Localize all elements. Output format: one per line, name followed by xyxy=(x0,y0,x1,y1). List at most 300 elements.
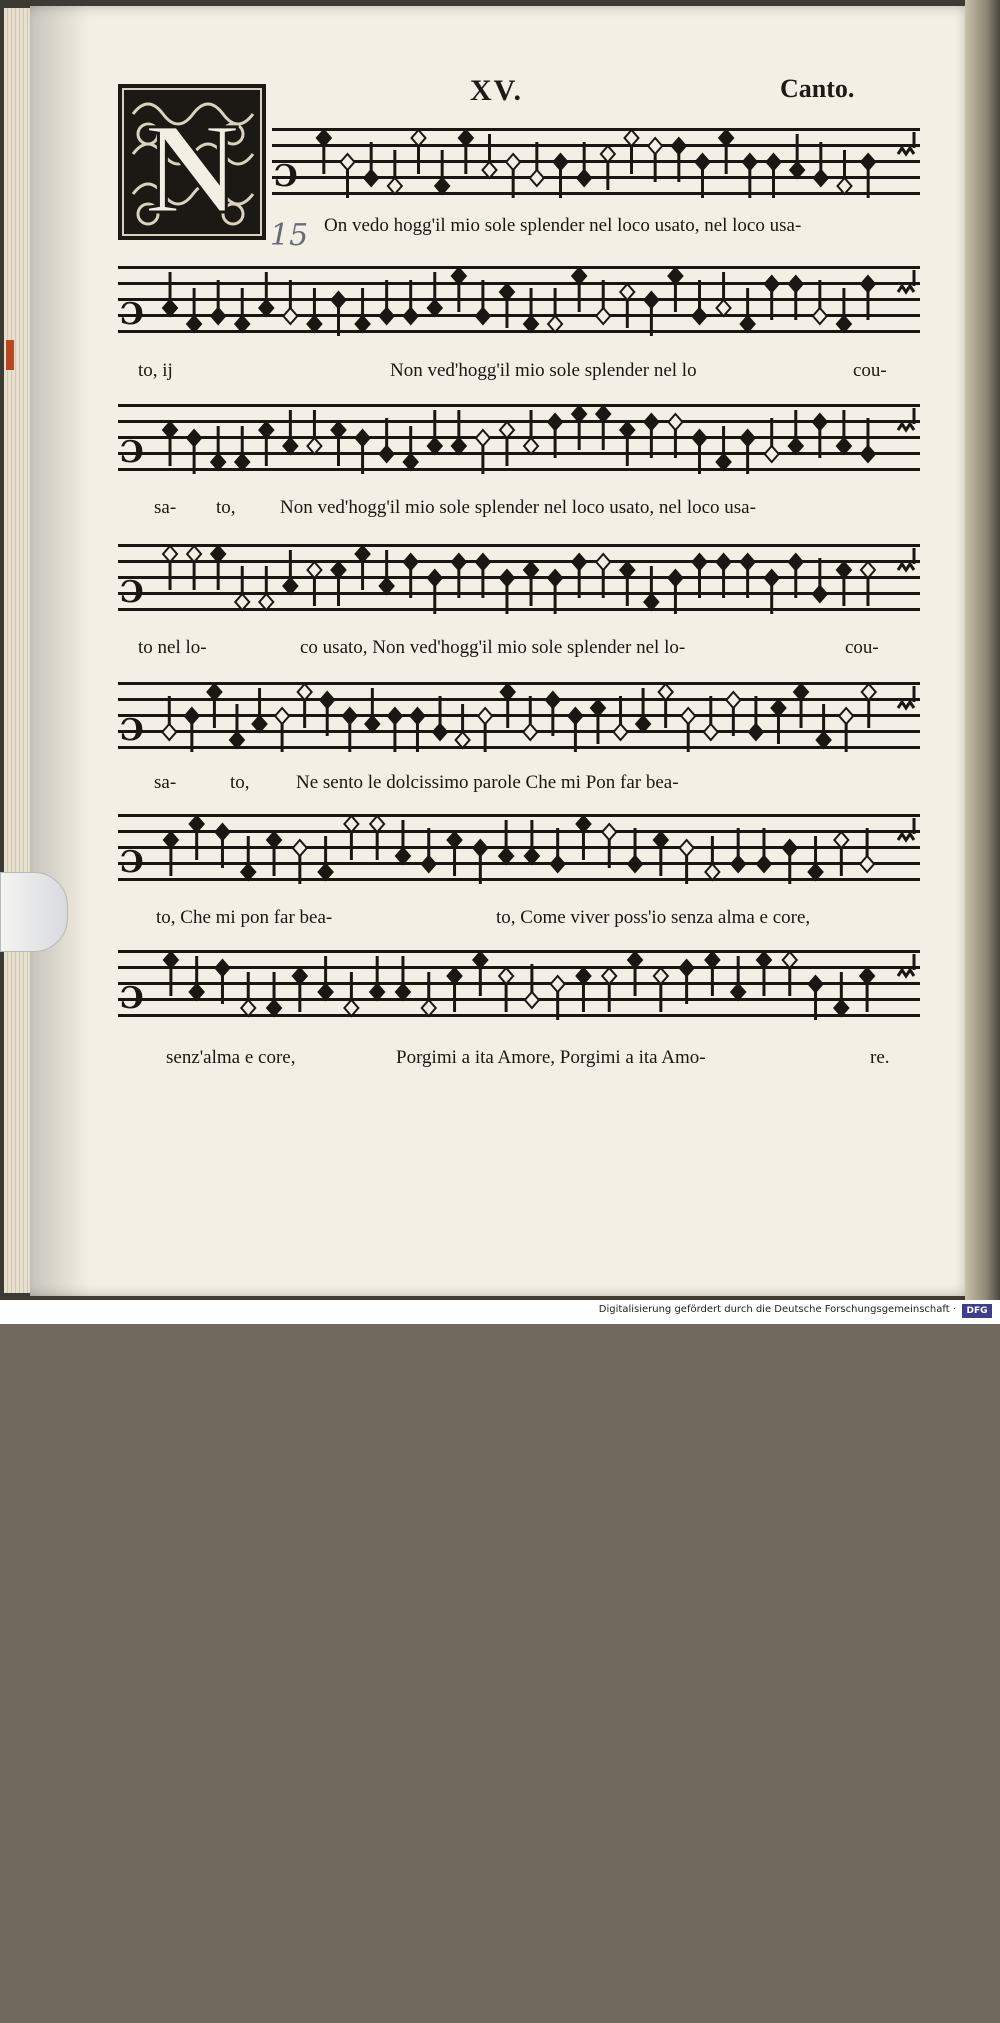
lyric-text: re. xyxy=(870,1047,890,1068)
note-head xyxy=(307,316,321,332)
note-head xyxy=(317,130,331,146)
note xyxy=(834,972,848,1016)
note-head xyxy=(743,154,757,170)
note-head xyxy=(693,430,707,446)
lyric-text: Non ved'hogg'il mio sole splender nel lo xyxy=(390,360,697,381)
note-head xyxy=(659,684,673,700)
note-head xyxy=(767,154,781,170)
note xyxy=(267,972,281,1016)
note-head xyxy=(433,724,447,740)
lyric-text: Ne sento le dolcissimo parole Che mi Pon far bea- xyxy=(296,772,679,793)
note-head xyxy=(428,300,442,316)
custos xyxy=(898,270,914,292)
gutter-shadow xyxy=(30,6,90,1296)
note-head xyxy=(783,952,797,968)
note-head xyxy=(483,162,497,178)
note xyxy=(576,816,590,860)
handwritten-annotation: 15 xyxy=(270,218,309,253)
note-head xyxy=(719,130,733,146)
note-head xyxy=(765,276,779,292)
staff xyxy=(118,678,920,758)
note-head xyxy=(789,438,803,454)
clef-glyph: Ɔ xyxy=(120,575,144,610)
note xyxy=(380,418,394,462)
note-head xyxy=(741,554,755,570)
note-head xyxy=(861,562,875,578)
clef-glyph: Ɔ xyxy=(120,981,144,1016)
note-head xyxy=(602,968,616,984)
staff-line xyxy=(118,878,920,881)
note-head xyxy=(548,316,562,332)
note-head xyxy=(259,594,273,610)
lyric-text: to nel lo- xyxy=(138,637,207,658)
note-head xyxy=(190,984,204,1000)
note-head xyxy=(185,708,199,724)
note-head xyxy=(452,438,466,454)
note xyxy=(190,816,204,860)
note-head xyxy=(428,438,442,454)
note xyxy=(267,832,281,876)
note xyxy=(693,280,707,324)
note xyxy=(790,134,804,178)
note-head xyxy=(456,732,470,748)
note xyxy=(370,956,384,1000)
note xyxy=(862,684,876,728)
note-head xyxy=(861,446,875,462)
note-head xyxy=(783,840,797,856)
note-head xyxy=(412,130,426,146)
note xyxy=(370,816,384,860)
note-head xyxy=(259,300,273,316)
note-head xyxy=(644,594,658,610)
footer-bar xyxy=(0,1300,1000,1324)
note-head xyxy=(654,832,668,848)
note-head xyxy=(364,170,378,186)
note xyxy=(307,562,321,606)
note xyxy=(601,146,615,190)
note-head xyxy=(672,138,686,154)
note-head xyxy=(809,976,823,992)
note xyxy=(523,696,537,740)
note-head xyxy=(731,984,745,1000)
note-head xyxy=(452,554,466,570)
note-head xyxy=(576,968,590,984)
note-head xyxy=(428,570,442,586)
note-head xyxy=(410,708,424,724)
clef-glyph: Ɔ xyxy=(120,297,144,332)
note-head xyxy=(771,700,785,716)
custos xyxy=(898,818,914,840)
note-head xyxy=(501,684,515,700)
note xyxy=(644,566,658,610)
note-head xyxy=(705,864,719,880)
note xyxy=(404,280,418,324)
note-head xyxy=(596,554,610,570)
note xyxy=(705,952,719,996)
note xyxy=(253,688,267,732)
note-head xyxy=(267,1000,281,1016)
note-head xyxy=(283,438,297,454)
staff-line xyxy=(118,266,920,269)
note-head xyxy=(789,276,803,292)
note xyxy=(332,422,346,466)
note-head xyxy=(235,454,249,470)
note-head xyxy=(814,170,828,186)
staff-line xyxy=(118,950,920,953)
note-head xyxy=(275,708,289,724)
note xyxy=(591,700,605,744)
note-head xyxy=(696,154,710,170)
note-head xyxy=(644,292,658,308)
note-head xyxy=(596,406,610,422)
note-head xyxy=(813,414,827,430)
note-head xyxy=(860,968,874,984)
staff-line xyxy=(118,314,920,317)
note xyxy=(500,422,514,466)
note-head xyxy=(704,724,718,740)
note-head xyxy=(478,708,492,724)
note xyxy=(448,832,462,876)
note-head xyxy=(636,716,650,732)
note-head xyxy=(596,308,610,324)
note-head xyxy=(211,454,225,470)
note xyxy=(364,142,378,186)
note-head xyxy=(459,130,473,146)
note xyxy=(211,426,225,470)
note-head xyxy=(862,684,876,700)
note-head xyxy=(717,454,731,470)
note-head xyxy=(506,154,520,170)
note-head xyxy=(834,1000,848,1016)
note xyxy=(524,288,538,332)
note-head xyxy=(602,824,616,840)
note-head xyxy=(380,308,394,324)
note xyxy=(380,550,394,594)
staff-line xyxy=(118,1014,920,1017)
note-head xyxy=(572,268,586,284)
note xyxy=(307,410,321,454)
note xyxy=(717,426,731,470)
note-head xyxy=(307,438,321,454)
note xyxy=(813,558,827,602)
lyric-text: co usato, Non ved'hogg'il mio sole splender nel lo- xyxy=(300,637,686,658)
note-head xyxy=(448,832,462,848)
note xyxy=(731,956,745,1000)
note xyxy=(319,836,333,880)
note xyxy=(809,836,823,880)
note xyxy=(620,562,634,606)
initial-letter: N xyxy=(145,97,239,240)
note-head xyxy=(681,708,695,724)
note-head xyxy=(235,316,249,332)
note-head xyxy=(837,316,851,332)
note xyxy=(207,684,221,728)
note xyxy=(319,956,333,1000)
staff-line xyxy=(118,862,920,865)
note-head xyxy=(241,864,255,880)
staff-line xyxy=(118,452,920,455)
note-head xyxy=(500,570,514,586)
note xyxy=(749,696,763,740)
lyric-text: to, xyxy=(216,497,236,518)
note xyxy=(422,972,436,1016)
note-head xyxy=(572,406,586,422)
note xyxy=(837,562,851,606)
note-head xyxy=(370,984,384,1000)
note-head xyxy=(620,284,634,300)
note xyxy=(332,562,346,606)
note xyxy=(789,410,803,454)
note xyxy=(162,696,176,740)
note-head xyxy=(680,960,694,976)
note xyxy=(307,288,321,332)
note-head xyxy=(388,708,402,724)
note xyxy=(771,700,785,744)
staff-line xyxy=(118,608,920,611)
note xyxy=(814,142,828,186)
note-head xyxy=(837,562,851,578)
note-head xyxy=(332,422,346,438)
note-head xyxy=(693,554,707,570)
note-head xyxy=(283,578,297,594)
note-head xyxy=(668,268,682,284)
note-head xyxy=(356,316,370,332)
note-head xyxy=(525,992,539,1008)
note xyxy=(620,284,634,328)
note-head xyxy=(499,848,513,864)
custos xyxy=(898,548,914,570)
note-head xyxy=(163,546,177,562)
staff-line xyxy=(272,160,920,163)
lyric-text: cou- xyxy=(853,360,887,381)
note-head xyxy=(813,308,827,324)
note xyxy=(452,268,466,312)
note xyxy=(596,280,610,324)
note-head xyxy=(422,1000,436,1016)
note xyxy=(433,696,447,740)
note-head xyxy=(838,178,852,194)
note xyxy=(164,832,178,876)
clef-glyph: Ɔ xyxy=(274,159,298,194)
lyric-text: sa- xyxy=(154,772,177,793)
staff-line xyxy=(118,982,920,985)
note xyxy=(211,546,225,590)
page-number: XV. xyxy=(470,74,523,107)
note xyxy=(163,422,177,466)
clef-glyph: Ɔ xyxy=(120,845,144,880)
note-head xyxy=(404,308,418,324)
note xyxy=(596,406,610,450)
note xyxy=(837,410,851,454)
lyric-text: to, ij xyxy=(138,360,173,381)
note-head xyxy=(757,856,771,872)
note xyxy=(380,280,394,324)
note xyxy=(259,422,273,466)
staff xyxy=(118,262,920,342)
staff-line xyxy=(118,814,920,817)
note xyxy=(654,968,668,1012)
note-head xyxy=(523,724,537,740)
note-head xyxy=(356,546,370,562)
staff-line xyxy=(118,404,920,407)
note-head xyxy=(298,684,312,700)
note-head xyxy=(320,692,334,708)
note-head xyxy=(644,414,658,430)
note-head xyxy=(705,952,719,968)
note-head xyxy=(551,976,565,992)
note xyxy=(259,272,273,316)
note xyxy=(356,288,370,332)
note xyxy=(628,828,642,872)
note-head xyxy=(230,732,244,748)
note-head xyxy=(576,816,590,832)
note-head xyxy=(628,856,642,872)
note-head xyxy=(380,578,394,594)
note xyxy=(211,280,225,324)
note xyxy=(548,288,562,332)
note xyxy=(365,688,379,732)
note xyxy=(817,704,831,748)
note-head xyxy=(620,562,634,578)
staff-line xyxy=(118,998,920,1001)
note-head xyxy=(548,570,562,586)
note-head xyxy=(731,856,745,872)
note-head xyxy=(668,414,682,430)
note xyxy=(459,130,473,174)
note xyxy=(317,130,331,174)
note-head xyxy=(341,154,355,170)
dfg-logo: DFG xyxy=(962,1304,992,1318)
note xyxy=(344,816,358,860)
note xyxy=(861,418,875,462)
note xyxy=(428,272,442,316)
note xyxy=(614,696,628,740)
note-head xyxy=(319,984,333,1000)
custos xyxy=(898,686,914,708)
note-head xyxy=(809,864,823,880)
note xyxy=(298,684,312,728)
note-head xyxy=(435,178,449,194)
note xyxy=(187,288,201,332)
staff xyxy=(118,810,920,890)
staff-line xyxy=(118,436,920,439)
note-head xyxy=(789,554,803,570)
note-head xyxy=(500,422,514,438)
note-head xyxy=(187,546,201,562)
staff xyxy=(272,124,920,204)
custos xyxy=(898,408,914,430)
note-head xyxy=(726,692,740,708)
note xyxy=(572,406,586,450)
note-head xyxy=(476,554,490,570)
note-head xyxy=(215,960,229,976)
note-head xyxy=(524,562,538,578)
note-head xyxy=(628,952,642,968)
note-head xyxy=(396,984,410,1000)
note xyxy=(757,952,771,996)
note-head xyxy=(343,708,357,724)
note-head xyxy=(241,1000,255,1016)
note xyxy=(187,546,201,590)
note xyxy=(396,820,410,864)
note-head xyxy=(187,430,201,446)
note xyxy=(572,268,586,312)
note xyxy=(628,952,642,996)
note-head xyxy=(813,586,827,602)
custos xyxy=(898,954,914,976)
note-head xyxy=(422,856,436,872)
note-head xyxy=(293,968,307,984)
note-head xyxy=(404,454,418,470)
staff xyxy=(118,540,920,620)
note-head xyxy=(500,284,514,300)
note xyxy=(704,696,718,740)
voice-part-label: Canto. xyxy=(780,74,855,103)
note-head xyxy=(211,546,225,562)
note xyxy=(235,288,249,332)
note-head xyxy=(307,562,321,578)
note xyxy=(731,828,745,872)
note xyxy=(283,550,297,594)
lyric-text: Porgimi a ita Amore, Porgimi a ita Amo- xyxy=(396,1047,706,1068)
staff-line xyxy=(272,144,920,147)
note xyxy=(705,836,719,880)
note xyxy=(602,968,616,1012)
note xyxy=(668,268,682,312)
note-head xyxy=(790,162,804,178)
note-head xyxy=(837,438,851,454)
staff-line xyxy=(118,592,920,595)
note-head xyxy=(253,716,267,732)
note-head xyxy=(741,316,755,332)
note xyxy=(625,130,639,174)
note xyxy=(783,952,797,996)
note-head xyxy=(572,554,586,570)
note xyxy=(834,832,848,876)
staff-line xyxy=(118,468,920,471)
note xyxy=(860,828,874,872)
note-head xyxy=(546,692,560,708)
note-head xyxy=(476,308,490,324)
note-head xyxy=(530,170,544,186)
note-head xyxy=(332,562,346,578)
note xyxy=(861,562,875,606)
note-head xyxy=(765,570,779,586)
note-head xyxy=(211,308,225,324)
note xyxy=(765,418,779,462)
funding-credit: Digitalisierung gefördert durch die Deutsche Forschungsgemeinschaft · xyxy=(598,1304,956,1315)
note-head xyxy=(693,308,707,324)
staff-line xyxy=(118,330,920,333)
lyric-text: to, Come viver poss'io senza alma e core, xyxy=(496,907,811,928)
note-head xyxy=(551,856,565,872)
note xyxy=(388,150,402,194)
note-head xyxy=(293,840,307,856)
note xyxy=(551,828,565,872)
note xyxy=(428,410,442,454)
note-head xyxy=(524,316,538,332)
bookmark-tab xyxy=(6,340,14,370)
page-clip xyxy=(0,872,68,952)
staff-line xyxy=(118,966,920,969)
note-head xyxy=(380,446,394,462)
note-head xyxy=(654,968,668,984)
note-head xyxy=(332,292,346,308)
note xyxy=(230,704,244,748)
note xyxy=(163,546,177,590)
note xyxy=(837,288,851,332)
note-head xyxy=(861,276,875,292)
